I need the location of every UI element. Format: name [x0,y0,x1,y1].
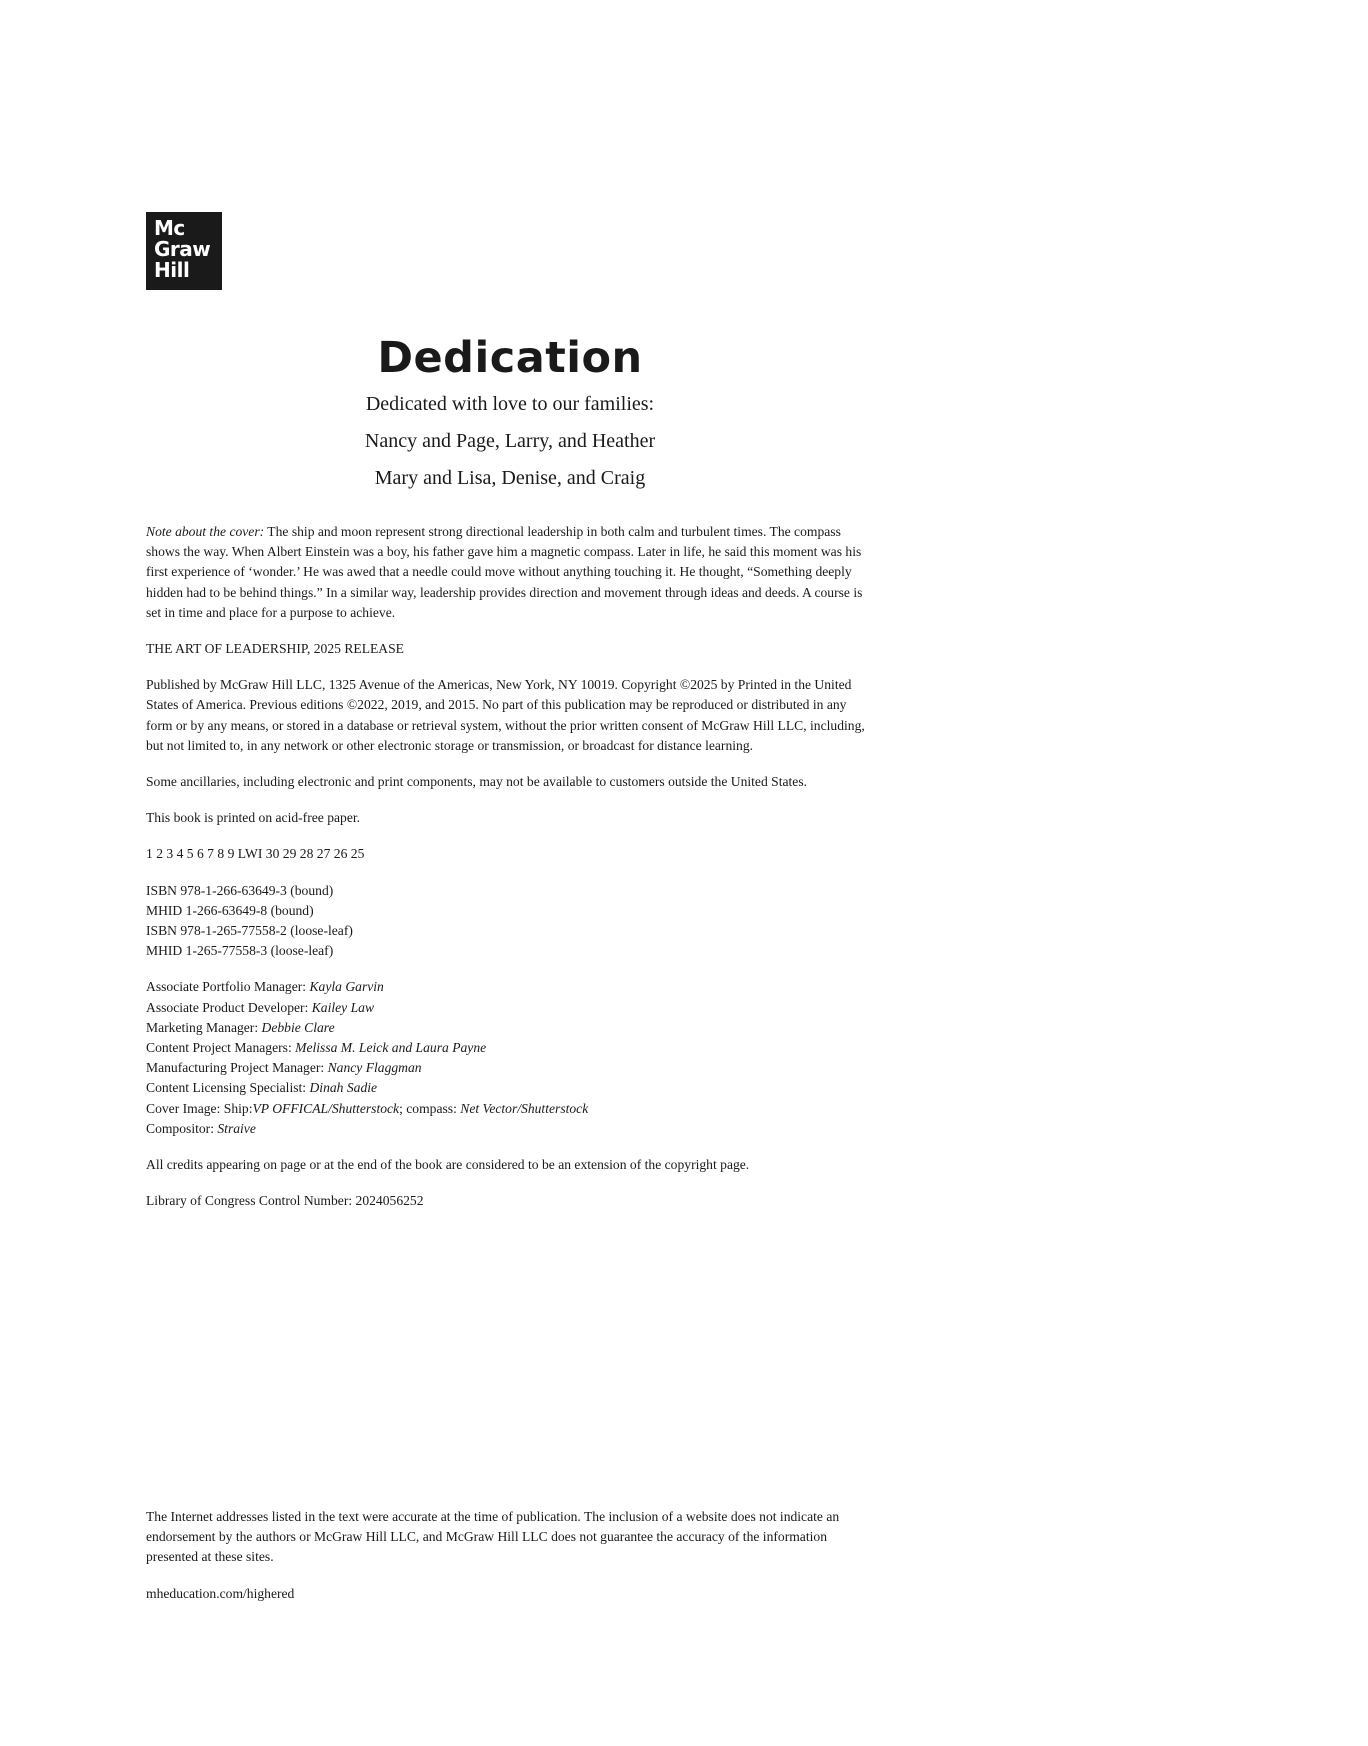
credit-name: Nancy Flaggman [327,1060,422,1076]
ancillaries-note: Some ancillaries, including electronic and print components, may not be available to customers outside the United States. [146,774,808,790]
loc-line [146,1191,876,1211]
loc-label: Library of Congress Control Number: [146,1193,353,1209]
credit-name: Debbie Clare [261,1019,335,1035]
dedication-line: Mary and Lisa, Denise, and Craig [374,467,646,489]
credit-role: Content Licensing Specialist: [146,1080,310,1096]
credit-name: Straive [217,1120,256,1136]
credit-name: Net Vector/Shutterstock [460,1100,589,1116]
credit-role: Marketing Manager: [146,1019,262,1035]
cover-note-text: The ship and moon represent strong directional leadership in both calm and turbulent times. The compass shows the way. When Albert Einstein was a boy, his father gave him a magnetic compass. Later in life, he said this moment was his first experience of ‘wonder.’ He was awed that a needle could move without anything touching it. He thought, “Something deeply hidden had to be behind things.” In a similar way, leadership provides direction and movement through ideas and deeds. A course is set in time and place for a purpose to achieve. [146,524,863,620]
credit-role: Content Project Managers: [146,1040,296,1056]
credit-separator: ; compass: [399,1100,461,1116]
website-url: mheducation.com/highered [146,1585,295,1601]
credit-line [146,1018,876,1038]
isbn-line: ISBN 978-1-266-63649-3 (bound) [146,882,334,898]
logo-line-2: Graw [154,237,211,261]
copyright-body [146,522,876,1227]
credit-name: Kailey Law [311,999,375,1015]
published-statement: Published by McGraw Hill LLC, 1325 Avenue of the Americas, New York, NY 10019. Copyright ©2025 by Printed in the United States of America. Previous editions ©2022, 2019, and 2015. No part of this publication may be reproduced or distributed in any form or by any means, or stored in a database or retrieval system, without the prior written consent of McGraw Hill LLC, including, but not limited to, in any network or other electronic storage or transmission, or broadcast for distance learning. [146,677,865,753]
credit-line [146,1058,876,1078]
isbn-line: MHID 1-266-63649-8 (bound) [146,902,314,918]
credit-role: Manufacturing Project Manager: [146,1060,328,1076]
isbn-line: ISBN 978-1-265-77558-2 (loose-leaf) [146,923,353,939]
internet-disclaimer: The Internet addresses listed in the text were accurate at the time of publication. The inclusion of a website does not indicate an endorsement by the authors or McGraw Hill LLC, and McGraw Hill LLC does not guarantee the accuracy of the information presented at these sites. [146,1509,840,1565]
cover-note [146,522,876,623]
book-title: THE ART OF LEADERSHIP, 2025 RELEASE [146,641,404,657]
credit-line [146,1119,876,1139]
logo-line-3: Hill [154,258,190,282]
credit-role: Associate Portfolio Manager: [146,979,310,995]
credit-name: Kayla Garvin [309,979,384,995]
isbn-line: MHID 1-265-77558-3 (loose-leaf) [146,943,334,959]
credit-line [146,1099,876,1119]
credit-line [146,977,876,997]
printing-line: 1 2 3 4 5 6 7 8 9 LWI 30 29 28 27 26 25 [146,846,365,862]
credit-role: Compositor: [146,1120,218,1136]
dedication-line: Dedicated with love to our families: [365,393,655,415]
credit-line [146,1078,876,1098]
dedication-line: Nancy and Page, Larry, and Heather [364,430,656,452]
paper-note: This book is printed on acid-free paper. [146,810,361,826]
credit-role: Cover Image: Ship: [146,1100,253,1116]
logo-line-1: Mc [154,216,185,240]
credit-name: VP OFFICAL/Shutterstock [252,1100,400,1116]
footer-section [146,1507,876,1620]
credits-note: All credits appearing on page or at the end of the book are considered to be an extension of the copyright page. [146,1157,750,1173]
cover-note-label: Note about the cover: [146,524,265,539]
mcgraw-hill-logo [146,212,222,290]
loc-value: 2024056252 [352,1193,424,1209]
credit-role: Associate Product Developer: [146,999,312,1015]
credit-name: Dinah Sadie [309,1080,378,1096]
credit-line [146,998,876,1018]
credits-list [146,977,876,1139]
credit-name: Melissa M. Leick and Laura Payne [295,1040,487,1056]
dedication-title: Dedication [377,333,643,383]
credit-line [146,1038,876,1058]
dedication-section [300,330,720,497]
isbn-list [146,881,876,962]
